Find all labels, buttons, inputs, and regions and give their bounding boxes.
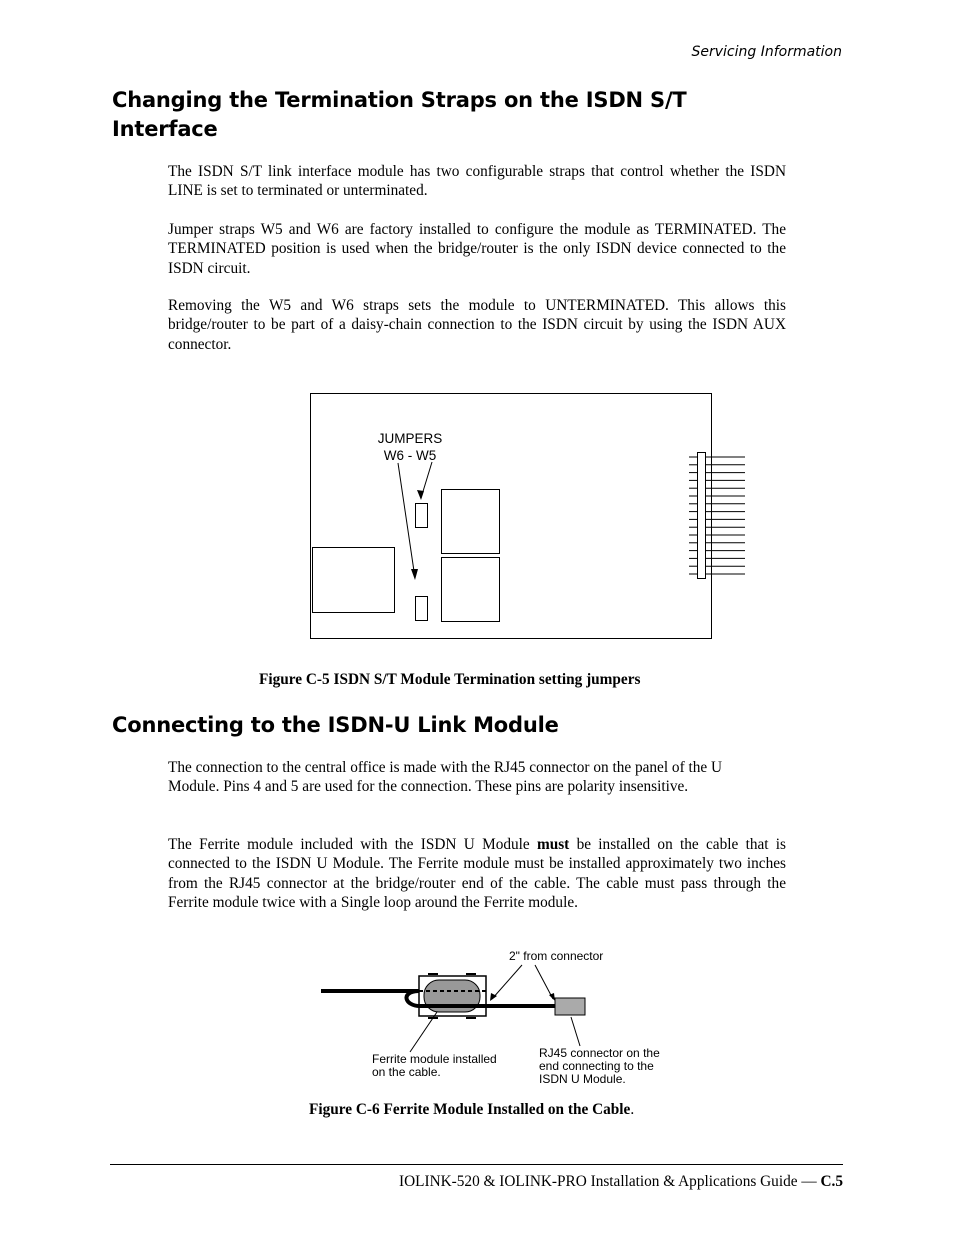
jumpers-id-label: W6 - W5 — [383, 448, 437, 463]
paragraph-rj45-connection: The connection to the central office is made with the RJ45 connector on the panel of the U Module. Pins 4 and 5 are used for the connection. These pins are polarity insensitive. — [168, 759, 723, 796]
module-board-outline — [311, 394, 712, 639]
chip-lower — [442, 558, 500, 622]
page-number: C.5 — [820, 1173, 843, 1190]
running-header: Servicing Information — [691, 44, 842, 60]
paragraph-unterminated: Removing the W5 and W6 straps sets the module to UNTERMINATED. This allows this bridge/router to be part of a daisy-chain connection to the ISDN circuit by using the ISDN AUX connector. — [168, 297, 786, 353]
section-heading-termination-straps: Changing the Termination Straps on the ISDN S/T Interface — [112, 88, 687, 141]
chip-upper — [442, 490, 500, 554]
figure-c5-caption: Figure C-5 ISDN S/T Module Termination setting jumpers — [259, 671, 641, 688]
two-inch-label: 2" from connector — [509, 949, 604, 963]
ferrite-label-line1: Ferrite module installed — [372, 1052, 497, 1066]
footer-title: IOLINK-520 & IOLINK-PRO Installation & Applications Guide — — [399, 1173, 821, 1190]
pointer-line-w5 — [398, 463, 415, 578]
pointer-arrowhead-w5 — [411, 569, 418, 580]
ferrite-label-line2: on the cable. — [372, 1065, 441, 1079]
footer-rule — [110, 1164, 843, 1165]
page-footer — [399, 1173, 843, 1191]
jumper-w6 — [416, 504, 428, 528]
pointer-arrowhead-w6 — [417, 490, 424, 500]
section-heading-isdn-u: Connecting to the ISDN-U Link Module — [112, 713, 559, 737]
jumper-w5 — [416, 597, 428, 621]
figure-c6-caption: Figure C-6 Ferrite Module Installed on the Cable. — [309, 1101, 635, 1118]
paragraph-ferrite-install: The Ferrite module included with the ISDN U Module must be installed on the cable that is connected to the ISDN U Module. The Ferrite module must be installed approximately two inches from the RJ45 connector at the bridge/router end of the cable. The cable must pass through the Ferrite module twice with a Single loop around the Ferrite module. — [168, 836, 786, 911]
chip-left — [313, 548, 395, 613]
jumpers-label: JUMPERS — [377, 431, 443, 446]
rj45-label-line1: RJ45 connector on the — [539, 1046, 660, 1060]
paragraph-strap-intro: The ISDN S/T link interface module has two configurable straps that control whether the ISDN LINE is set to terminated or unterminated. — [168, 163, 786, 200]
rj45-label-line3: ISDN U Module. — [539, 1072, 626, 1086]
paragraph-terminated: Jumper straps W5 and W6 are factory installed to configure the module as TERMINATED. The TERMINATED position is used when the bridge/router is the only ISDN device connected to the ISDN circuit. — [168, 221, 786, 277]
edge-connector-body — [698, 453, 706, 579]
rj45-label-line2: end connecting to the — [539, 1059, 654, 1073]
